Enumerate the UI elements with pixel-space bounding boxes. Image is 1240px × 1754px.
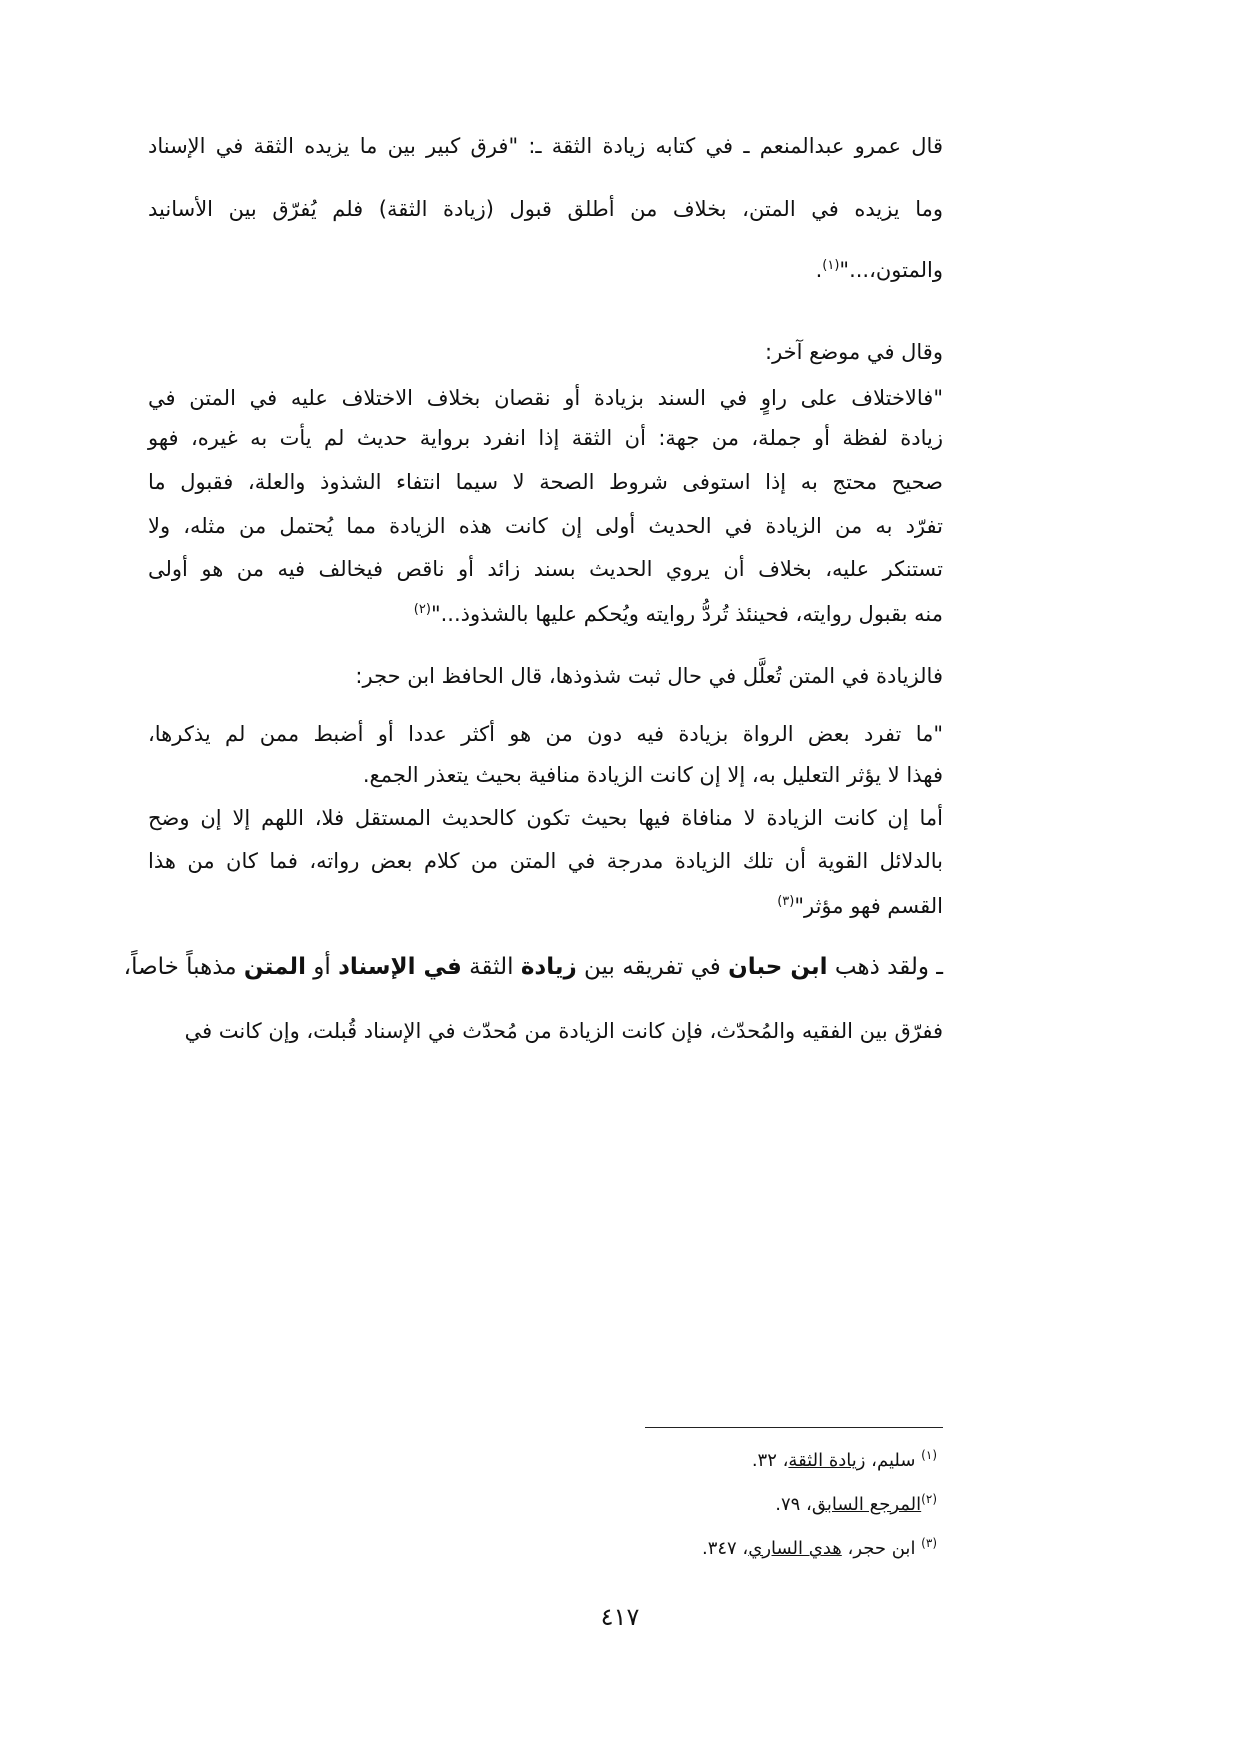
quote-2-line-5 xyxy=(777,891,943,921)
text-span: أما إن كانت الزيادة لا منافاة فيها بحيث تكون كالحديث المستقل فلا، اللهم إلا إن وضح xyxy=(148,806,943,830)
text-span: مذهباً خاصاً، xyxy=(123,954,244,980)
paragraph-4 xyxy=(124,952,943,982)
footnote-source-title: زيادة الثقة xyxy=(788,1450,866,1471)
footnote-number: (٣) xyxy=(921,1536,937,1550)
quote-2-line-2 xyxy=(363,760,943,790)
text-span: تستنكر عليه، بخلاف أن يروي الحديث بسند زائد أو ناقص فيخالف فيه من هو أولى xyxy=(148,557,943,581)
text-span: القسم فهو مؤثر" xyxy=(794,894,943,918)
page-number: ٤١٧ xyxy=(600,1603,640,1631)
footnote-divider xyxy=(645,1427,943,1428)
text-span: وما يزيده في المتن، بخلاف من أطلق قبول (زيادة الثقة) فلم يُفرّق بين الأسانيد xyxy=(148,197,943,221)
text-span: "فالاختلاف على راوٍ في السند بزيادة أو نقصان بخلاف الاختلاف عليه في المتن في xyxy=(148,386,943,410)
text-span: ، ٧٩. xyxy=(775,1494,812,1515)
text-span: ففرّق بين الفقيه والمُحدّث، فإن كانت الزيادة من مُحدّث في الإسناد قُبلت، وإن كانت في xyxy=(184,1019,943,1043)
text-span: أو xyxy=(305,954,339,980)
quote-2-line-4 xyxy=(148,846,943,876)
text-span: زيادة لفظة أو جملة، من جهة: أن الثقة إذا انفرد برواية حديث لم يأت به غيره، فهو xyxy=(148,426,943,450)
paragraph-3 xyxy=(355,661,943,691)
text-span: ـ ولقد ذهب xyxy=(827,954,943,980)
footnote-number: (٢) xyxy=(921,1492,937,1506)
paragraph-2-intro xyxy=(765,337,943,367)
text-span: في تفريقه بين xyxy=(576,954,729,980)
quote-2-line-1 xyxy=(148,719,943,749)
text-span: فهذا لا يؤثر التعليل به، إلا إن كانت الزيادة منافية بحيث يتعذر الجمع. xyxy=(362,763,943,787)
emphasis-isnad: في الإسناد xyxy=(338,954,462,980)
paragraph-1-line-1 xyxy=(148,131,943,161)
quote-1-line-1 xyxy=(148,383,943,413)
text-span: قال عمرو عبدالمنعم ـ في كتابه زيادة الثقة ـ: "فرق كبير بين ما يزيده الثقة في الإسناد xyxy=(148,134,943,158)
text-span: "ما تفرد بعض الرواة بزيادة فيه دون من هو أكثر عددا أو أضبط ممن لم يذكرها، xyxy=(148,722,943,746)
footnote-1 xyxy=(752,1448,937,1474)
text-span: الثقة xyxy=(461,954,521,980)
footnote-ref-2: (٢) xyxy=(413,602,431,617)
text-span: فالزيادة في المتن تُعلَّل في حال ثبت شذوذها، قال الحافظ ابن حجر: xyxy=(355,664,943,688)
emphasis-ziyada: زيادة xyxy=(520,954,577,980)
text-span: ، ٣٤٧. xyxy=(701,1538,749,1559)
text-span: تفرّد به من الزيادة في الحديث أولى إن كانت هذه الزيادة مما يُحتمل من مثله، ولا xyxy=(148,514,943,538)
emphasis-ibn-hibban: ابن حبان xyxy=(728,954,828,980)
text-span: بالدلائل القوية أن تلك الزيادة مدرجة في المتن من كلام بعض رواته، فما كان من هذا xyxy=(148,849,943,873)
quote-1-line-4 xyxy=(148,511,943,541)
footnote-source-title: المرجع السابق xyxy=(811,1494,922,1515)
footnote-3 xyxy=(702,1536,937,1562)
quote-2-line-3 xyxy=(148,803,943,833)
quote-1-line-5 xyxy=(148,554,943,584)
quote-1-line-3 xyxy=(148,467,943,497)
footnote-ref-3: (٣) xyxy=(777,894,795,909)
quote-1-line-2 xyxy=(148,423,943,453)
text-span: والمتون،..." xyxy=(839,258,943,282)
text-span: صحيح محتج به إذا استوفى شروط الصحة لا سيما انتفاء الشذوذ والعلة، فقبول ما xyxy=(148,470,943,494)
quote-1-line-6 xyxy=(414,599,943,629)
text-span: وقال في موضع آخر: xyxy=(765,340,943,364)
text-span: ، ٣٢. xyxy=(751,1450,789,1471)
paragraph-1-line-2 xyxy=(148,194,943,224)
text-span: منه بقبول روايته، فحينئذ تُردُّ روايته ويُحكم عليها بالشذوذ..." xyxy=(430,602,943,626)
text-span: سليم، xyxy=(865,1450,922,1471)
footnote-2 xyxy=(775,1492,937,1518)
paragraph-5 xyxy=(185,1016,943,1046)
emphasis-matn: المتن xyxy=(243,954,306,980)
paragraph-1-line-3 xyxy=(816,255,943,285)
footnote-source-title: هدي الساري xyxy=(748,1538,842,1559)
footnote-ref-1: (١) xyxy=(822,258,840,273)
footnote-number: (١) xyxy=(921,1448,937,1462)
text-span: . xyxy=(815,258,823,282)
text-span: ابن حجر، xyxy=(841,1538,922,1559)
